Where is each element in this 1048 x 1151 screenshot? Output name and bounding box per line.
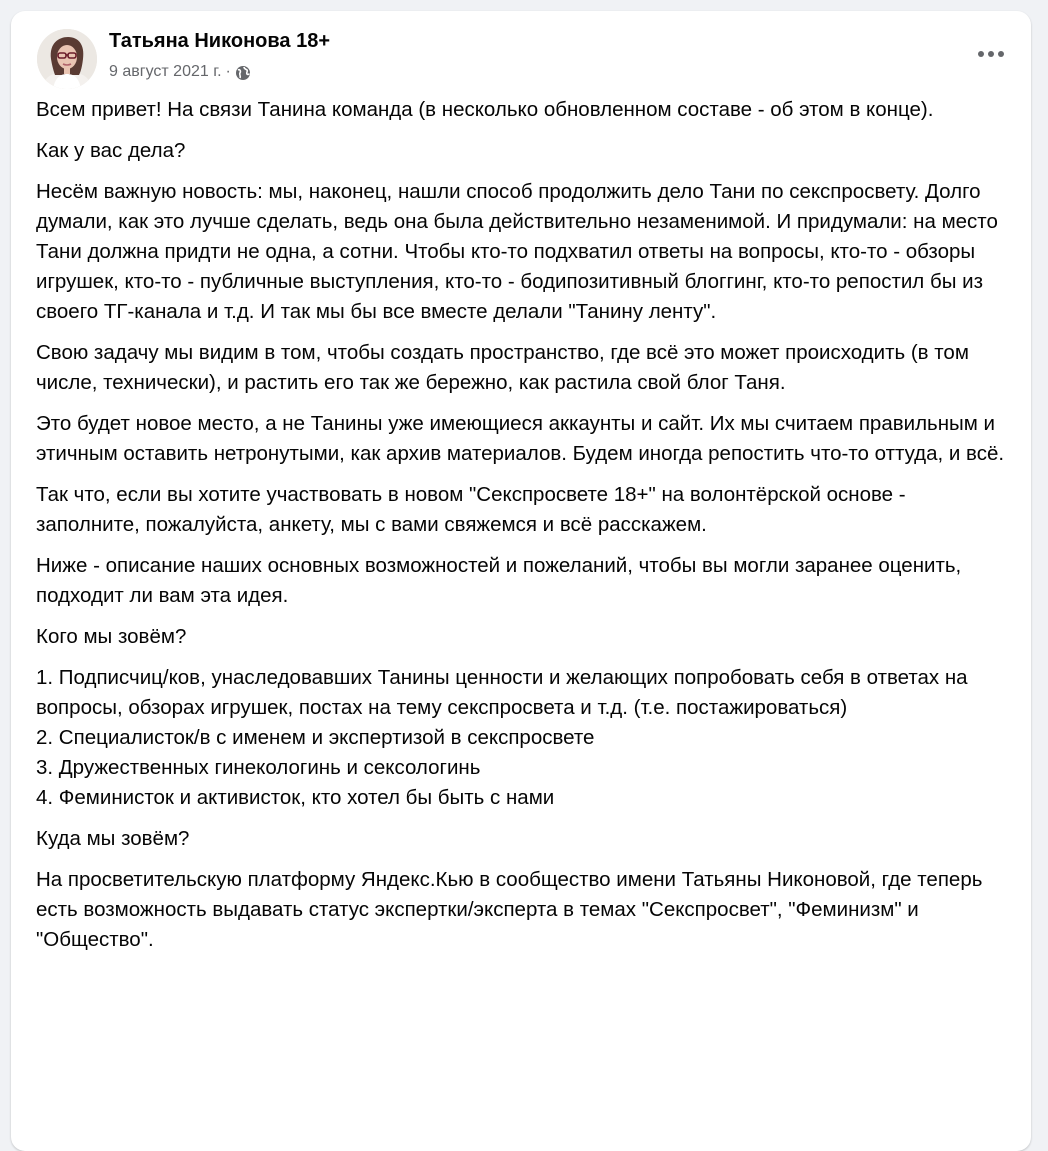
post-paragraph: Так что, если вы хотите участвовать в новом "Секспросвете 18+" на волонтёрской основе - заполните, пожалуйста, анкету, мы с вами свяжемся и всё расскажем.	[36, 483, 906, 536]
globe-icon[interactable]	[235, 65, 251, 81]
author-avatar[interactable]	[37, 29, 97, 89]
post-body	[36, 95, 1011, 966]
post-date[interactable]: 9 август 2021 г.	[109, 63, 222, 80]
post-meta	[109, 63, 251, 81]
post-paragraph: Это будет новое место, а не Танины уже имеющиеся аккаунты и сайт. Их мы считаем правильным и этичным оставить нетронутыми, как архив материалов. Будем иногда репостить что-то оттуда, и всё.	[36, 412, 1005, 465]
post-paragraph: Ниже - описание наших основных возможностей и пожеланий, чтобы вы могли заранее оценить, подходит ли вам эта идея.	[36, 554, 962, 607]
post-paragraph: Всем привет! На связи Танина команда (в несколько обновленном составе - об этом в конце).	[36, 98, 934, 121]
post-paragraph: Свою задачу мы видим в том, чтобы создать пространство, где всё это может происходить (в том числе, технически), и растить его так же бережно, как растила свой блог Таня.	[36, 341, 969, 394]
more-options-button[interactable]	[973, 41, 1009, 67]
post-paragraph: Кого мы зовём?	[36, 625, 187, 648]
post-paragraph: Несём важную новость: мы, наконец, нашли способ продолжить дело Тани по секспросвету. Долго думали, как это лучше сделать, ведь она была действительно незаменимой. И придумали: на место Тани должна придти не одна, а сотни. Чтобы кто-то подхватил ответы на вопросы, кто-то - обзоры игрушек, кто-то - публичные выступления, кто-то - бодипозитивный блоггинг, кто-то репостил бы из своего ТГ-канала и т.д. И так мы бы все вместе делали "Танину ленту".	[36, 180, 998, 323]
more-options-dot	[998, 51, 1004, 57]
post-paragraph: Как у вас дела?	[36, 139, 186, 162]
post-paragraph: Куда мы зовём?	[36, 827, 190, 850]
author-name[interactable]: Татьяна Никонова 18+	[109, 30, 330, 52]
post-card	[11, 11, 1031, 1151]
post-list: 1. Подписчиц/ков, унаследовавших Танины ценности и желающих попробовать себя в ответах на вопросы, обзорах игрушек, постах на тему секспросвета и т.д. (т.е. постажироваться) 2. Специалисток/в с именем и экспертизой в секспросвете 3. Дружественных гинекологинь и сексологинь 4. Феминисток и активисток, кто хотел бы быть с нами	[36, 666, 968, 809]
meta-separator: ·	[225, 63, 231, 80]
post-paragraph: На просветительскую платформу Яндекс.Кью в сообщество имени Татьяны Никоновой, где теперь есть возможность выдавать статус экспертки/эксперта в темах "Секспросвет", "Феминизм" и "Общество".	[36, 868, 983, 951]
more-options-dot	[988, 51, 994, 57]
more-options-icon	[978, 51, 984, 57]
